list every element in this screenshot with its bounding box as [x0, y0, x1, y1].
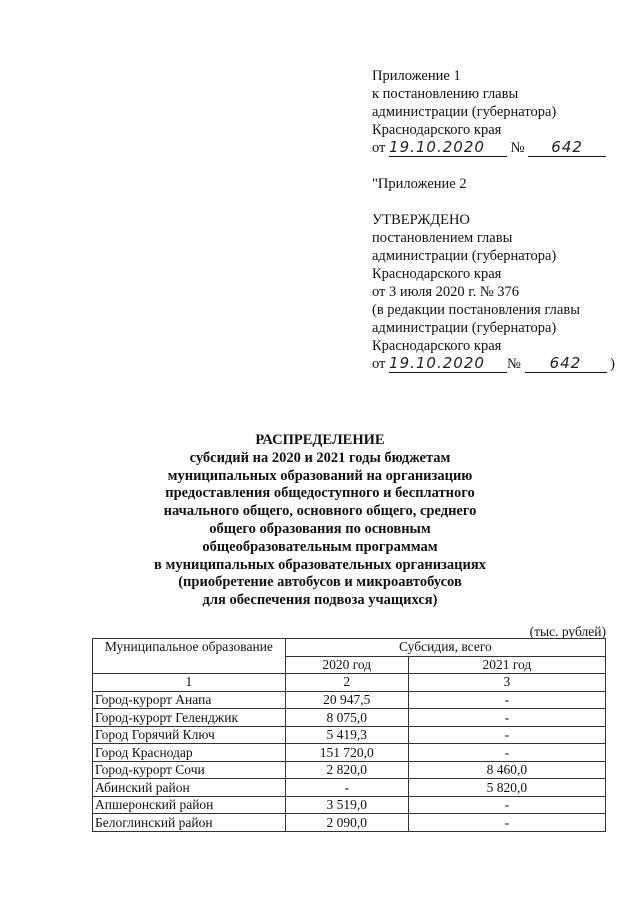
- title-line: начального общего, основного общего, среднего: [163, 503, 477, 520]
- value-2021-cell: -: [408, 796, 605, 814]
- appendix2-label: "Приложение 2: [372, 176, 467, 192]
- value-2021-cell: -: [408, 709, 605, 727]
- table-header-row: [93, 639, 606, 657]
- date-field: [389, 140, 507, 157]
- approval-line: администрации (губернатора): [372, 248, 557, 264]
- value-2021-cell: 5 820,0: [408, 779, 605, 797]
- municipality-cell: Город Горячий Ключ: [93, 726, 286, 744]
- municipality-cell: Город-курорт Геленджик: [93, 709, 286, 727]
- approval-line: от 3 июля 2020 г. № 376: [372, 284, 520, 300]
- date-field: [389, 356, 507, 373]
- header-2021: 2021 год: [408, 656, 605, 674]
- table-row: [93, 814, 606, 832]
- title-line: в муниципальных образовательных организациях: [154, 556, 486, 573]
- appendix-line: Приложение 1: [372, 68, 461, 84]
- approval-date-line: [372, 355, 622, 373]
- document-title: [110, 432, 530, 610]
- title-line: субсидий на 2020 и 2021 годы бюджетам: [189, 449, 451, 466]
- value-2020-cell: 8 075,0: [285, 709, 408, 727]
- header-municipality: Муниципальное образование: [93, 639, 286, 674]
- title-heading: РАСПРЕДЕЛЕНИЕ: [255, 432, 385, 448]
- handwritten-number: 642: [551, 138, 583, 156]
- units-label: (тыс. рублей): [529, 624, 606, 639]
- date-prefix: от: [372, 356, 386, 372]
- header-subsidy: Субсидия, всего: [285, 639, 605, 657]
- handwritten-number: 642: [549, 354, 582, 372]
- municipality-cell: Абинский район: [93, 779, 286, 797]
- appendix-date-line: [372, 139, 622, 157]
- title-line: предоставления общедоступного и бесплатного: [165, 485, 475, 502]
- value-2021-cell: -: [408, 691, 605, 709]
- value-2021-cell: 8 460,0: [408, 761, 605, 779]
- approval-line: постановлением главы: [372, 230, 513, 246]
- table-row: [93, 761, 606, 779]
- table-row: [93, 744, 606, 762]
- value-2020-cell: 3 519,0: [285, 796, 408, 814]
- date-prefix: от: [372, 140, 386, 156]
- close-paren: ): [610, 356, 615, 372]
- title-line: для обеспечения подвоза учащихся): [202, 592, 438, 609]
- table-row: [93, 709, 606, 727]
- number-field: [525, 356, 607, 373]
- number-label: №: [510, 140, 525, 156]
- municipality-cell: Город Краснодар: [93, 744, 286, 762]
- approval-line: (в редакции постановления главы: [372, 302, 580, 318]
- value-2021-cell: -: [408, 744, 605, 762]
- title-line: общеобразовательным программам: [202, 538, 438, 555]
- number-field: [528, 140, 606, 157]
- title-line: муниципальных образований на организацию: [167, 467, 473, 484]
- approval-line: администрации (губернатора): [372, 320, 557, 336]
- approved-label: УТВЕРЖДЕНО: [372, 212, 470, 228]
- handwritten-date: 19.10.2020: [389, 354, 485, 372]
- appendix-line: к постановлению главы: [372, 86, 519, 102]
- value-2020-cell: 5 419,3: [285, 726, 408, 744]
- number-label: №: [507, 356, 521, 372]
- value-2020-cell: 20 947,5: [285, 691, 408, 709]
- table-row: [93, 691, 606, 709]
- column-number: 1: [93, 674, 286, 692]
- title-line: общего образования по основным: [209, 520, 431, 537]
- value-2021-cell: -: [408, 814, 605, 832]
- value-2021-cell: -: [408, 726, 605, 744]
- value-2020-cell: 2 820,0: [285, 761, 408, 779]
- appendix-line: администрации (губернатора): [372, 104, 557, 120]
- value-2020-cell: 2 090,0: [285, 814, 408, 832]
- approval-line: Краснодарского края: [372, 338, 502, 354]
- municipality-cell: Город-курорт Сочи: [93, 761, 286, 779]
- municipality-cell: Белоглинский район: [93, 814, 286, 832]
- municipality-cell: Город-курорт Анапа: [93, 691, 286, 709]
- table-row: [93, 796, 606, 814]
- header-2020: 2020 год: [285, 656, 408, 674]
- subsidy-table: [92, 638, 606, 832]
- column-numbers-row: [93, 674, 606, 692]
- approval-line: Краснодарского края: [372, 266, 502, 282]
- title-line: (приобретение автобусов и микроавтобусов: [178, 574, 462, 591]
- table-row: [93, 779, 606, 797]
- appendix-line: Краснодарского края: [372, 122, 502, 138]
- handwritten-date: 19.10.2020: [389, 138, 485, 156]
- municipality-cell: Апшеронский район: [93, 796, 286, 814]
- table-row: [93, 726, 606, 744]
- appendix-block: [372, 67, 622, 373]
- value-2020-cell: -: [285, 779, 408, 797]
- value-2020-cell: 151 720,0: [285, 744, 408, 762]
- column-number: 2: [285, 674, 408, 692]
- column-number: 3: [408, 674, 605, 692]
